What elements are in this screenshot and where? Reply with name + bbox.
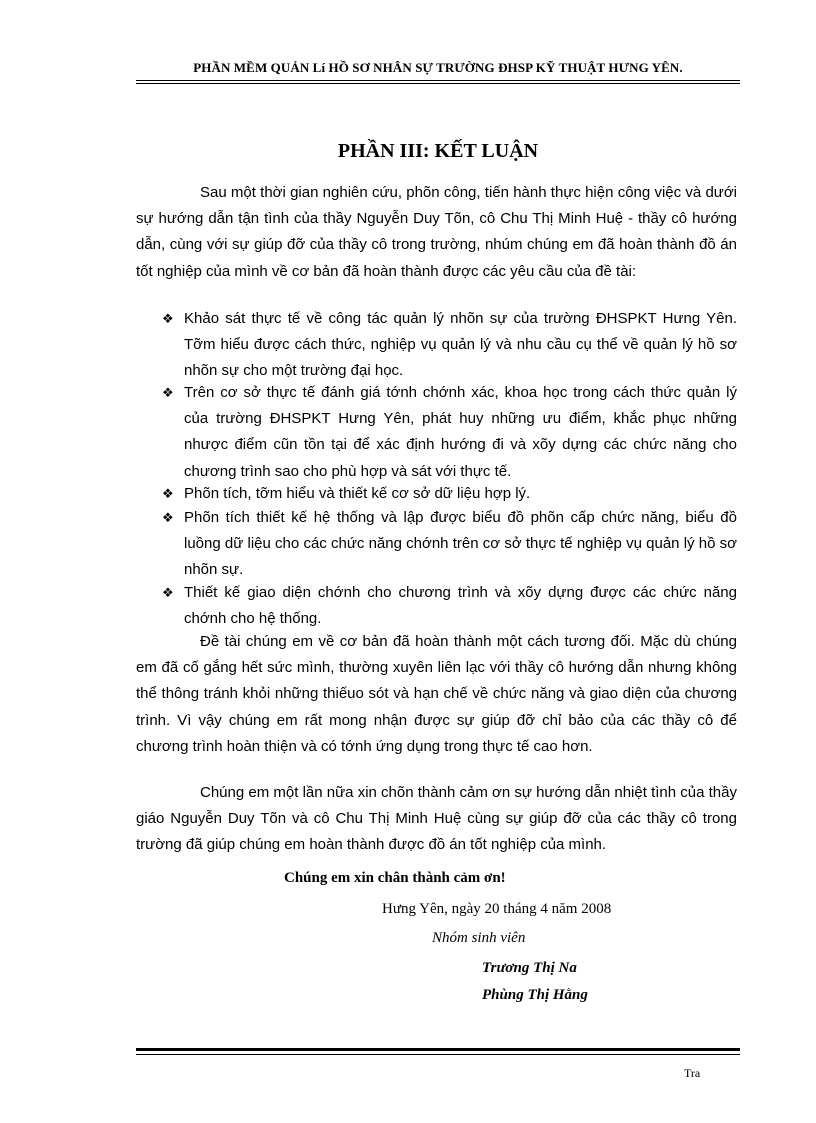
intro-paragraph: Sau một thời gian nghiên cứu, phõn công, tiến hành thực hiện công việc và dưới sự hướng dẫn tận tình của thầy Nguyễn Duy Tõn, cô Chu Thị Minh Huệ - thầy cô hướng dẫn, cùng với sự giúp đỡ của thầy cô trong trường, nhúm chúng em đã hoàn thành đồ án tốt nghiệp của mình về cơ bản đã hoàn thành được các yêu cầu của đề tài: xyxy=(136,184,737,280)
thanks-paragraph: Chúng em một lần nữa xin chõn thành cảm ơn sự hướng dẫn nhiệt tình của thầy giáo Nguyễn Duy Tõn và cô Chu Thị Minh Huệ cùng sự giúp đỡ của các thầy cô trong trường đã giúp chúng em hoàn thành được đồ án tốt nghiệp của mình. xyxy=(136,784,737,854)
list-item xyxy=(136,580,737,632)
document-header: PHẦN MỀM QUẢN Lí HỒ SƠ NHÂN SỰ TRƯỜNG ĐHSP KỸ THUẬT HƯNG YÊN. xyxy=(193,60,683,75)
page-footer: Tra xyxy=(684,1066,701,1080)
header-rule-top xyxy=(136,80,740,81)
footer-rule-bottom xyxy=(136,1054,740,1055)
list-item-text: Phõn tích thiết kế hệ thống và lập được biểu đồ phõn cấp chức năng, biểu đồ luồng dữ liệu cho các chức năng chớnh trên cơ sở thực tế nghiệp vụ quản lý hồ sơ nhõn sự. xyxy=(184,509,737,579)
diamond-bullet-icon: ❖ xyxy=(162,510,174,525)
student-group-label: Nhóm sinh viên xyxy=(432,930,526,946)
closing-thanks: Chúng em xin chân thành cảm ơn! xyxy=(284,870,506,886)
section-title: PHẦN III: KẾT LUẬN xyxy=(337,140,539,162)
list-item xyxy=(136,481,737,507)
header-rule-bottom xyxy=(136,83,740,84)
diamond-bullet-icon: ❖ xyxy=(162,486,174,501)
list-item-text: Thiết kế giao diện chớnh cho chương trình và xõy dựng được các chức năng chớnh cho hệ thống. xyxy=(184,584,737,628)
body-paragraph: Đề tài chúng em về cơ bản đã hoàn thành một cách tương đối. Mặc dù chúng em đã cố gắng hết sức mình, thường xuyên liên lạc với thầy cô hướng dẫn nhưng không thể thông tránh khỏi những thiếuo sót và hạn chế về chức năng và giao diện của chương trình. Vì vậy chúng em rất mong nhận được sự giúp đỡ chỉ bảo của các thầy cô để chương trình hoàn thiện và có tớnh ứng dụng trong thực tế cao hơn. xyxy=(136,633,737,755)
signer-name: Phùng Thị Hằng xyxy=(482,987,588,1003)
footer-rule-top xyxy=(136,1048,740,1051)
signer-name: Trương Thị Na xyxy=(482,960,577,976)
place-date: Hưng Yên, ngày 20 tháng 4 năm 2008 xyxy=(382,901,612,917)
list-item xyxy=(136,306,737,385)
diamond-bullet-icon: ❖ xyxy=(162,311,174,326)
list-item xyxy=(136,380,737,485)
diamond-bullet-icon: ❖ xyxy=(162,585,174,600)
list-item xyxy=(136,505,737,584)
diamond-bullet-icon: ❖ xyxy=(162,385,174,400)
list-item-text: Phõn tích, tỡm hiểu và thiết kế cơ sở dữ liệu hợp lý. xyxy=(184,485,531,502)
list-item-text: Khảo sát thực tế về công tác quản lý nhõn sự của trường ĐHSPKT Hưng Yên. Tỡm hiểu được cách thức, nghiệp vụ quản lý và nhu cầu cụ thể về quản lý hồ sơ nhõn sự cho một trường đại học. xyxy=(184,310,737,380)
list-item-text: Trên cơ sở thực tế đánh giá tớnh chớnh xác, khoa học trong cách thức quản lý của trường ĐHSPKT Hưng Yên, phát huy những ưu điểm, khắc phục những nhược điểm cũn tồn tại để xác định hướng đi và xõy dựng các chức năng cho chương trình sao cho phù hợp và sát với thực tế. xyxy=(184,384,737,480)
